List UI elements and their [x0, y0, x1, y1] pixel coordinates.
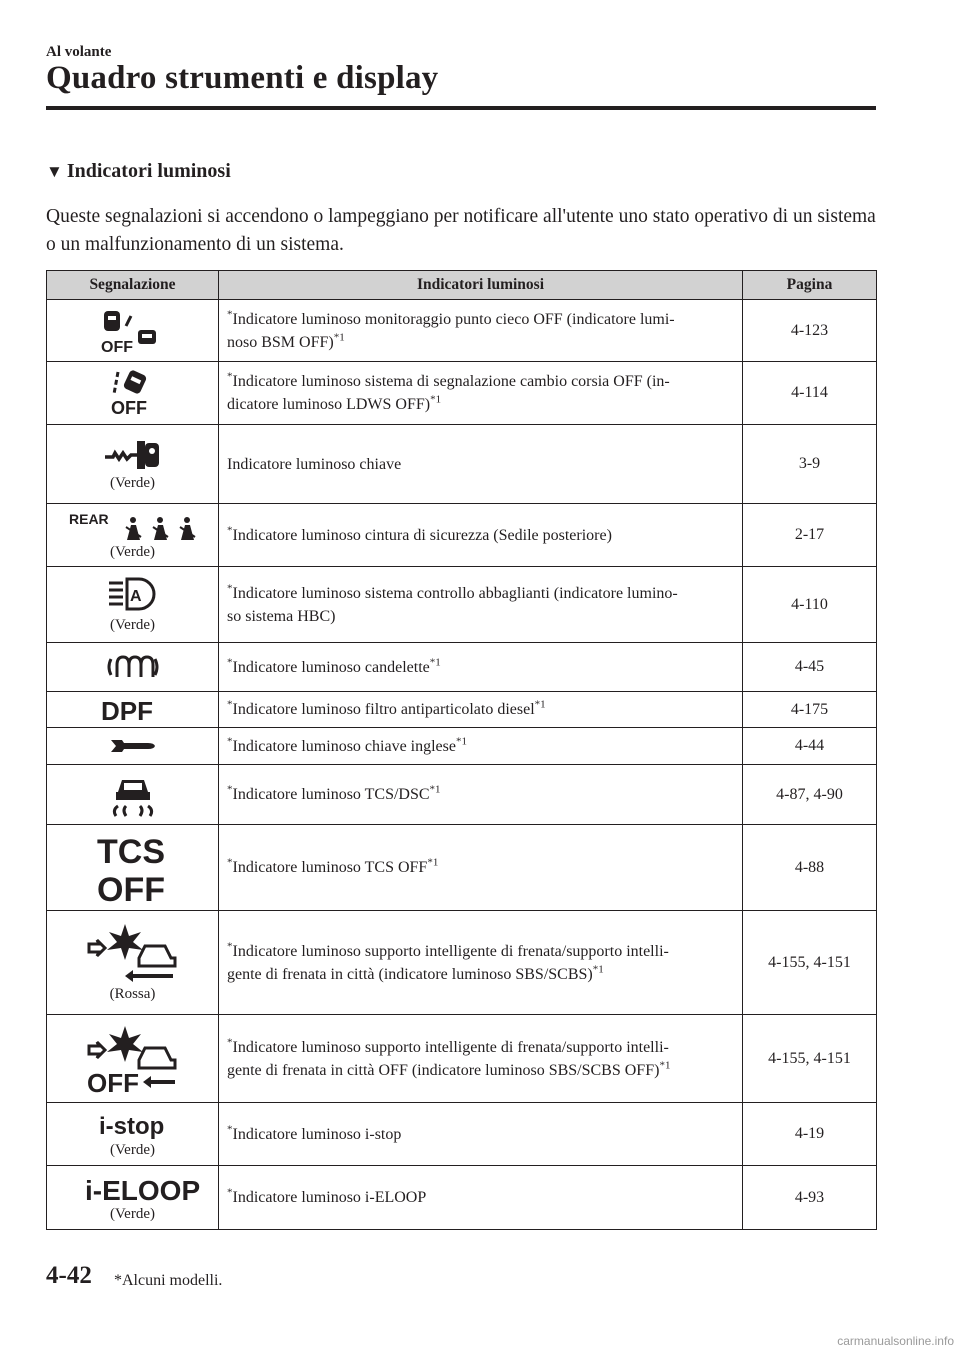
page-number: 4-42 [46, 1262, 92, 1289]
ldws-off-icon [108, 368, 158, 418]
glow-plug-icon [105, 653, 161, 681]
symbol-cell [47, 911, 219, 1015]
section-title: Indicatori luminosi [66, 160, 231, 182]
color-note: (Verde) [110, 1141, 155, 1158]
table-row [47, 1015, 877, 1103]
indicator-table [46, 270, 877, 1230]
table-row [47, 728, 877, 765]
svg-text:i-ELOOP: i-ELOOP [84, 1175, 200, 1206]
table-row [47, 567, 877, 643]
symbol-cell [47, 362, 219, 425]
page-cell: 4-114 [743, 362, 877, 425]
svg-text:TCS: TCS [96, 832, 165, 871]
page-cell: 4-175 [743, 692, 877, 728]
color-note: (Rossa) [109, 986, 156, 1002]
table-row [47, 692, 877, 728]
wrench-icon [108, 735, 158, 757]
description-cell: *Indicatore luminoso i-stop [219, 1103, 743, 1166]
header-segnalazione: Segnalazione [47, 271, 219, 300]
symbol-cell [47, 692, 219, 728]
description-cell: *Indicatore luminoso sistema controllo abbaglianti (indicatore lumino- so sistema HBC) [219, 567, 743, 643]
sbs-scbs-icon [85, 922, 181, 984]
symbol-cell [47, 643, 219, 692]
table-row [47, 765, 877, 825]
title-rule [46, 106, 876, 110]
table-row [47, 300, 877, 362]
svg-text:OFF: OFF [86, 1067, 139, 1098]
chapter-label: Al volante [46, 44, 112, 60]
page-cell: 4-87, 4-90 [743, 765, 877, 825]
section-heading [46, 160, 231, 183]
page-cell: 2-17 [743, 504, 877, 567]
page-cell: 4-44 [743, 728, 877, 765]
description-cell: *Indicatore luminoso monitoraggio punto cieco OFF (indicatore lumi- noso BSM OFF)$^{*1}$ [219, 300, 743, 362]
description-cell: Indicatore luminoso chiave [219, 425, 743, 504]
i-stop-icon [95, 1110, 171, 1140]
page-cell: 4-45 [743, 643, 877, 692]
svg-text:DPF: DPF [100, 695, 153, 726]
table-header-row [47, 271, 877, 300]
description-cell: *Indicatore luminoso chiave inglese$^{*1}$ [219, 728, 743, 765]
symbol-cell [47, 1103, 219, 1166]
page-cell: 4-88 [743, 825, 877, 911]
dpf-icon [98, 695, 168, 726]
table-row [47, 362, 877, 425]
page-cell: 4-155, 4-151 [743, 1015, 877, 1103]
svg-text:OFF: OFF [100, 338, 133, 356]
description-cell: *Indicatore luminoso cintura di sicurezza (Sedile posteriore) [219, 504, 743, 567]
color-note: (Verde) [110, 617, 155, 633]
color-note: (Verde) [110, 1206, 155, 1222]
page-cell: 4-110 [743, 567, 877, 643]
bsm-off-icon [98, 308, 168, 354]
symbol-cell [47, 1166, 219, 1230]
table-row [47, 643, 877, 692]
symbol-cell [47, 567, 219, 643]
sbs-scbs-off-icon [85, 1024, 181, 1098]
description-cell: *Indicatore luminoso supporto intelligente di frenata/supporto intelli- gente di frenata in città (indicatore luminoso SBS/SCBS)$^{*1}$ [219, 911, 743, 1015]
description-cell: *Indicatore luminoso filtro antiparticolato diesel$^{*1}$ [219, 692, 743, 728]
page-cell: 4-123 [743, 300, 877, 362]
page-cell: 3-9 [743, 425, 877, 504]
page-cell: 4-155, 4-151 [743, 911, 877, 1015]
tcs-off-icon [93, 831, 173, 909]
table-row [47, 825, 877, 911]
rear-seatbelt-icon [63, 510, 203, 542]
page-cell: 4-93 [743, 1166, 877, 1230]
color-note: (Verde) [110, 474, 155, 491]
hbc-icon [103, 575, 163, 615]
table-row [47, 504, 877, 567]
symbol-cell [47, 825, 219, 911]
table-row [47, 911, 877, 1015]
table-row [47, 1103, 877, 1166]
watermark: carmanualsonline.info [837, 1334, 954, 1348]
svg-text:OFF: OFF [96, 870, 165, 909]
symbol-cell [47, 425, 219, 504]
svg-text:REAR: REAR [68, 510, 109, 527]
color-note: (Verde) [110, 543, 155, 560]
key-icon [101, 437, 165, 473]
symbol-cell [47, 504, 219, 567]
page-cell: 4-19 [743, 1103, 877, 1166]
footnote: *Alcuni modelli. [114, 1272, 223, 1289]
description-cell: *Indicatore luminoso TCS OFF$^{*1}$ [219, 825, 743, 911]
symbol-cell [47, 765, 219, 825]
description-cell: *Indicatore luminoso i-ELOOP [219, 1166, 743, 1230]
svg-text:A: A [129, 588, 142, 605]
i-eloop-icon [81, 1172, 200, 1206]
symbol-cell [47, 728, 219, 765]
description-cell: *Indicatore luminoso sistema di segnalazione cambio corsia OFF (in- dicatore luminoso LDWS OFF)$^{*1}$ [219, 362, 743, 425]
svg-text:OFF: OFF [110, 398, 147, 418]
description-cell: *Indicatore luminoso TCS/DSC$^{*1}$ [219, 765, 743, 825]
triangle-marker-icon: ▼ [46, 162, 63, 181]
symbol-cell [47, 1015, 219, 1103]
header-indicatori: Indicatori luminosi [219, 271, 743, 300]
table-row [47, 425, 877, 504]
page-title: Quadro strumenti e display [46, 60, 439, 96]
symbol-cell [47, 300, 219, 362]
tcs-dsc-icon [108, 772, 158, 818]
header-pagina: Pagina [743, 271, 877, 300]
description-cell: *Indicatore luminoso supporto intelligente di frenata/supporto intelli- gente di frenata in città OFF (indicatore luminoso SBS/SCBS OFF)$^{*1}$ [219, 1015, 743, 1103]
intro-paragraph: Queste segnalazioni si accendono o lampeggiano per notificare all'utente uno stato operativo di un sistema o un malfunzionamento di un sistema. [46, 206, 876, 255]
description-cell: *Indicatore luminoso candelette$^{*1}$ [219, 643, 743, 692]
table-row [47, 1166, 877, 1230]
svg-text:i-stop: i-stop [98, 1112, 164, 1140]
